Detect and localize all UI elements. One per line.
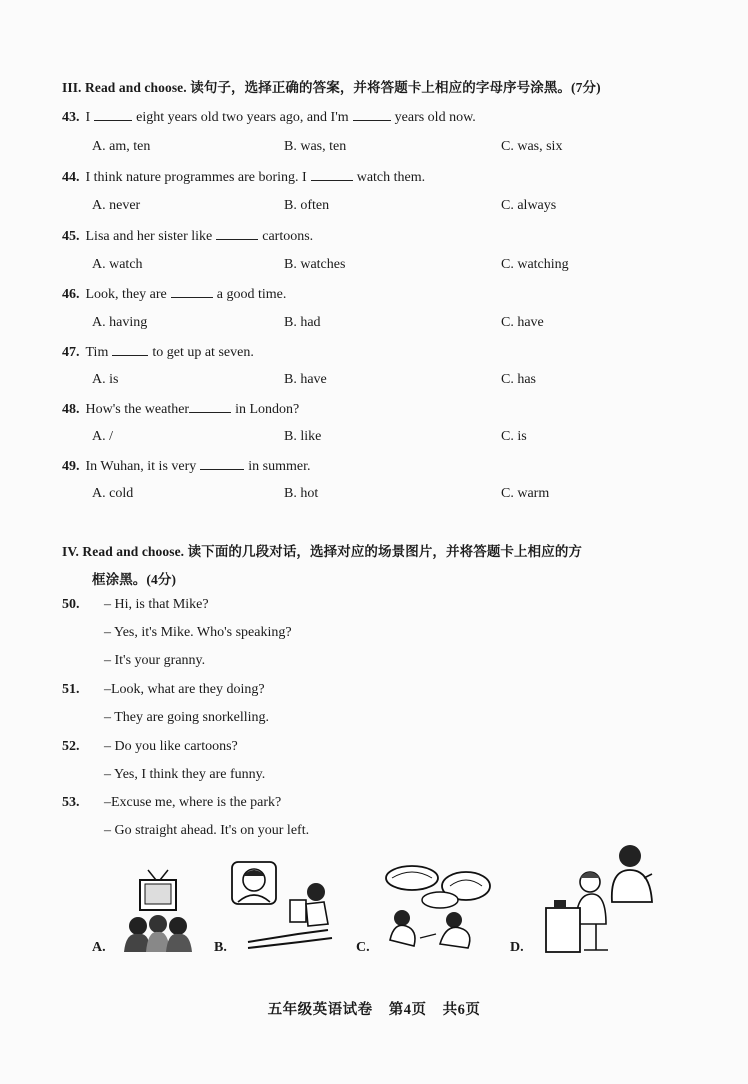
answer-blank bbox=[311, 168, 353, 181]
option-a: A. / bbox=[92, 429, 113, 444]
question-47: 47. Tim to get up at seven. bbox=[62, 345, 254, 360]
picture-kids-watching-tv bbox=[118, 868, 198, 954]
answer-blank bbox=[94, 108, 132, 121]
option-b: B. like bbox=[284, 429, 322, 444]
question-49: 49. In Wuhan, it is very in summer. bbox=[62, 459, 311, 474]
question-48: 48. How's the weather in London? bbox=[62, 402, 300, 417]
dialog-51-number: 51. bbox=[62, 682, 80, 697]
picture-phone-call bbox=[540, 842, 662, 954]
footer-grade: 五年级英语试卷 bbox=[267, 1002, 373, 1018]
answer-blank bbox=[353, 108, 391, 121]
section-3-title: III. Read and choose. 读句子，选择正确的答案，并将答题卡上相应的字母序号涂黑。(7分) bbox=[62, 80, 601, 95]
question-43: 43. I eight years old two years ago, and I'm years old now. bbox=[62, 110, 476, 125]
answer-blank bbox=[216, 227, 258, 240]
footer-total: 共6页 bbox=[442, 1002, 481, 1018]
answer-blank bbox=[200, 457, 244, 470]
option-a: A. never bbox=[92, 198, 141, 213]
option-b: B. often bbox=[284, 198, 330, 213]
dialog-50-number: 50. bbox=[62, 597, 80, 612]
option-c: C. always bbox=[501, 198, 557, 213]
dialog-line: –Look, what are they doing? bbox=[104, 682, 265, 697]
picture-reading bbox=[228, 858, 346, 950]
option-b: B. had bbox=[284, 315, 321, 330]
option-c: C. warm bbox=[501, 486, 550, 501]
option-c: C. has bbox=[501, 372, 536, 387]
option-b: B. was, ten bbox=[284, 139, 347, 154]
dialog-line: – Go straight ahead. It's on your left. bbox=[104, 823, 310, 838]
dialog-line: – Hi, is that Mike? bbox=[104, 597, 209, 612]
answer-blank bbox=[189, 400, 231, 413]
dialog-line: – Yes, I think they are funny. bbox=[104, 767, 266, 782]
question-44: 44. I think nature programmes are boring. I watch them. bbox=[62, 170, 426, 185]
option-a: A. watch bbox=[92, 257, 143, 272]
question-45: 45. Lisa and her sister like cartoons. bbox=[62, 229, 314, 244]
option-c: C. is bbox=[501, 429, 527, 444]
option-a: A. having bbox=[92, 315, 148, 330]
answer-blank bbox=[171, 285, 213, 298]
option-c: C. have bbox=[501, 315, 544, 330]
option-a: A. cold bbox=[92, 486, 134, 501]
answer-blank bbox=[112, 343, 148, 356]
dialog-line: – They are going snorkelling. bbox=[104, 710, 269, 725]
dialog-line: – Yes, it's Mike. Who's speaking? bbox=[104, 625, 292, 640]
section-4-title-cont: 框涂黑。(4分) bbox=[92, 572, 177, 587]
question-46: 46. Look, they are a good time. bbox=[62, 287, 287, 302]
option-c: C. was, six bbox=[501, 139, 563, 154]
dialog-line: – Do you like cartoons? bbox=[104, 739, 238, 754]
dialog-line: –Excuse me, where is the park? bbox=[104, 795, 282, 810]
option-c: C. watching bbox=[501, 257, 569, 272]
picture-label-b: B. bbox=[214, 940, 227, 955]
option-a: A. am, ten bbox=[92, 139, 151, 154]
option-a: A. is bbox=[92, 372, 119, 387]
option-b: B. watches bbox=[284, 257, 346, 272]
dialog-52-number: 52. bbox=[62, 739, 80, 754]
page-footer bbox=[0, 998, 748, 1019]
option-b: B. have bbox=[284, 372, 327, 387]
picture-label-a: A. bbox=[92, 940, 106, 955]
picture-snorkelling bbox=[380, 860, 494, 952]
option-b: B. hot bbox=[284, 486, 319, 501]
footer-page: 第4页 bbox=[388, 1002, 427, 1018]
section-4-title: IV. Read and choose. 读下面的几段对话，选择对应的场景图片，并将答题卡上相应的方 bbox=[62, 544, 583, 559]
picture-label-d: D. bbox=[510, 940, 524, 955]
dialog-53-number: 53. bbox=[62, 795, 80, 810]
dialog-line: – It's your granny. bbox=[104, 653, 206, 668]
picture-label-c: C. bbox=[356, 940, 370, 955]
